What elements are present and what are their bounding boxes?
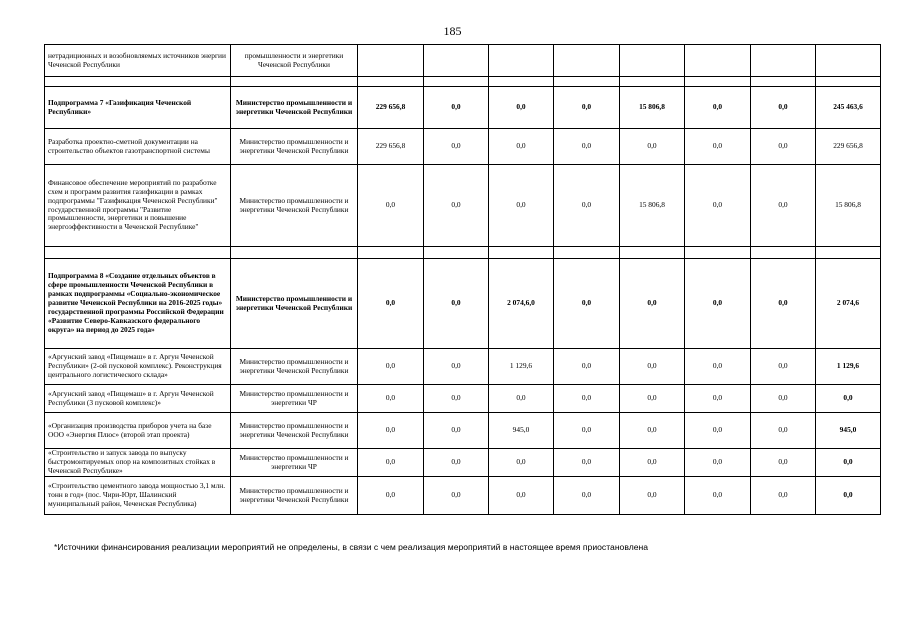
value-cell: 0,0 [554,87,620,129]
value-cell: 0,0 [358,349,424,385]
activity-cell: «Строительство и запуск завода по выпуску быстромонтируемых опор на композитных стойках в Чеченской Республике» [45,449,231,477]
table-row [45,385,881,413]
budget-table [44,44,881,515]
activity-cell: Разработка проектно-сметной документации на строительство объектов газотранспортной системы [45,129,231,165]
value-cell: 0,0 [424,349,489,385]
value-cell [751,77,816,87]
value-cell: 0,0 [489,449,554,477]
value-cell: 0,0 [685,385,751,413]
value-cell: 0,0 [554,259,620,349]
value-cell [620,247,685,259]
value-cell [358,45,424,77]
value-cell: 0,0 [685,413,751,449]
value-cell [554,77,620,87]
value-cell: 0,0 [554,413,620,449]
value-cell: 0,0 [685,259,751,349]
value-cell: 0,0 [424,413,489,449]
activity-cell: «Организация производства приборов учета на базе ООО «Энергия Плюс» (второй этап проекта) [45,413,231,449]
value-cell: 945,0 [816,413,881,449]
executor-cell: Министерство промышленности и энергетики Чеченской Республики [231,259,358,349]
value-cell [424,77,489,87]
value-cell: 1 129,6 [489,349,554,385]
value-cell: 0,0 [424,449,489,477]
value-cell [816,247,881,259]
value-cell: 0,0 [816,449,881,477]
value-cell: 0,0 [816,385,881,413]
value-cell [424,247,489,259]
value-cell: 0,0 [685,87,751,129]
value-cell: 0,0 [751,349,816,385]
value-cell: 0,0 [358,449,424,477]
value-cell: 229 656,8 [358,87,424,129]
value-cell: 0,0 [489,129,554,165]
executor-cell [231,247,358,259]
value-cell: 945,0 [489,413,554,449]
value-cell [424,45,489,77]
value-cell: 0,0 [751,385,816,413]
value-cell: 0,0 [489,165,554,247]
value-cell [620,45,685,77]
table-row [45,77,881,87]
value-cell: 0,0 [685,477,751,515]
activity-cell: «Строительство цементного завода мощностью 3,1 млн. тонн в год» (пос. Чири-Юрт, Шалинский муниципальный район, Чеченская Республика) [45,477,231,515]
value-cell: 0,0 [424,87,489,129]
activity-cell: Подпрограмма 7 «Газификация Чеченской Республики» [45,87,231,129]
value-cell: 0,0 [489,477,554,515]
value-cell [620,77,685,87]
value-cell: 0,0 [358,477,424,515]
value-cell: 0,0 [424,129,489,165]
executor-cell: Министерство промышленности и энергетики ЧР [231,385,358,413]
value-cell: 0,0 [685,449,751,477]
value-cell: 0,0 [685,129,751,165]
value-cell: 0,0 [358,259,424,349]
value-cell [554,45,620,77]
activity-cell [45,247,231,259]
table-row [45,349,881,385]
value-cell: 0,0 [620,385,685,413]
executor-cell: Министерство промышленности и энергетики Чеченской Республики [231,477,358,515]
value-cell [489,77,554,87]
activity-cell: Подпрограмма 8 «Создание отдельных объектов в сфере промышленности Чеченской Республики в рамках подпрограммы «Социально-экономическое развитие Чеченской Республики на 2016-2025 годы» государственной программы Российской Федерации «Развитие Северо-Кавказского федерального округа» на период до 2025 года» [45,259,231,349]
value-cell: 0,0 [751,413,816,449]
value-cell: 0,0 [554,349,620,385]
value-cell: 0,0 [358,413,424,449]
value-cell: 0,0 [751,259,816,349]
value-cell: 0,0 [554,449,620,477]
value-cell: 0,0 [489,385,554,413]
value-cell: 0,0 [620,349,685,385]
value-cell: 0,0 [620,259,685,349]
value-cell: 0,0 [424,165,489,247]
value-cell: 1 129,6 [816,349,881,385]
executor-cell: Министерство промышленности и энергетики Чеченской Республики [231,349,358,385]
value-cell: 0,0 [554,129,620,165]
table-row [45,165,881,247]
executor-cell: Министерство промышленности и энергетики ЧР [231,449,358,477]
value-cell: 229 656,8 [358,129,424,165]
value-cell: 0,0 [554,165,620,247]
value-cell: 0,0 [751,477,816,515]
footnote: *Источники финансирования реализации мероприятий не определены, в связи с чем реализация мероприятий в настоящее время приостановлена [54,542,649,552]
executor-cell: Министерство промышленности и энергетики Чеченской Республики [231,413,358,449]
table-row [45,477,881,515]
value-cell: 0,0 [685,349,751,385]
executor-cell [231,77,358,87]
value-cell: 0,0 [751,449,816,477]
value-cell [816,77,881,87]
value-cell: 0,0 [620,477,685,515]
value-cell [685,77,751,87]
value-cell: 2 074,6 [816,259,881,349]
activity-cell: Финансовое обеспечение мероприятий по разработке схем и программ развития газификации в рамках подпрограммы "Газификация Чеченской Республики" государственной программы "Развитие промышленности, энергетики и повышение энергоэффективности в Чеченской Республике" [45,165,231,247]
value-cell: 0,0 [620,413,685,449]
value-cell [554,247,620,259]
activity-cell: нетрадиционных и возобновляемых источников энергии Чеченской Республики [45,45,231,77]
value-cell: 2 074,6,0 [489,259,554,349]
table-row [45,449,881,477]
value-cell: 0,0 [424,259,489,349]
value-cell: 0,0 [489,87,554,129]
value-cell: 0,0 [424,385,489,413]
executor-cell: Министерство промышленности и энергетики Чеченской Республики [231,87,358,129]
value-cell [816,45,881,77]
value-cell [751,45,816,77]
value-cell: 245 463,6 [816,87,881,129]
value-cell: 0,0 [751,87,816,129]
table-row [45,259,881,349]
activity-cell: «Аргунский завод «Пищемаш» в г. Аргун Чеченской Республики» (2-ой пусковой комплекс). Реконструкция центрального логистического склада» [45,349,231,385]
executor-cell: промышленности и энергетики Чеченской Республики [231,45,358,77]
page-number: 185 [443,24,462,38]
value-cell [358,247,424,259]
value-cell: 0,0 [554,385,620,413]
value-cell: 0,0 [751,165,816,247]
value-cell [751,247,816,259]
value-cell: 229 656,8 [816,129,881,165]
table-row [45,87,881,129]
value-cell: 0,0 [358,165,424,247]
value-cell: 0,0 [620,129,685,165]
value-cell: 0,0 [424,477,489,515]
value-cell [358,77,424,87]
value-cell: 0,0 [554,477,620,515]
table-row [45,247,881,259]
value-cell: 15 806,8 [620,165,685,247]
value-cell: 15 806,8 [816,165,881,247]
table-row [45,129,881,165]
value-cell: 0,0 [685,165,751,247]
value-cell: 15 806,8 [620,87,685,129]
table-body [45,45,881,515]
value-cell [685,247,751,259]
value-cell [489,247,554,259]
activity-cell: «Аргунский завод «Пищемаш» в г. Аргун Чеченской Республики (3 пусковой комплекс)» [45,385,231,413]
table-row [45,413,881,449]
value-cell [489,45,554,77]
executor-cell: Министерство промышленности и энергетики Чеченской Республики [231,129,358,165]
table-row [45,45,881,77]
value-cell: 0,0 [620,449,685,477]
value-cell: 0,0 [358,385,424,413]
executor-cell: Министерство промышленности и энергетики Чеченской Республики [231,165,358,247]
value-cell: 0,0 [816,477,881,515]
activity-cell [45,77,231,87]
value-cell: 0,0 [751,129,816,165]
value-cell [685,45,751,77]
